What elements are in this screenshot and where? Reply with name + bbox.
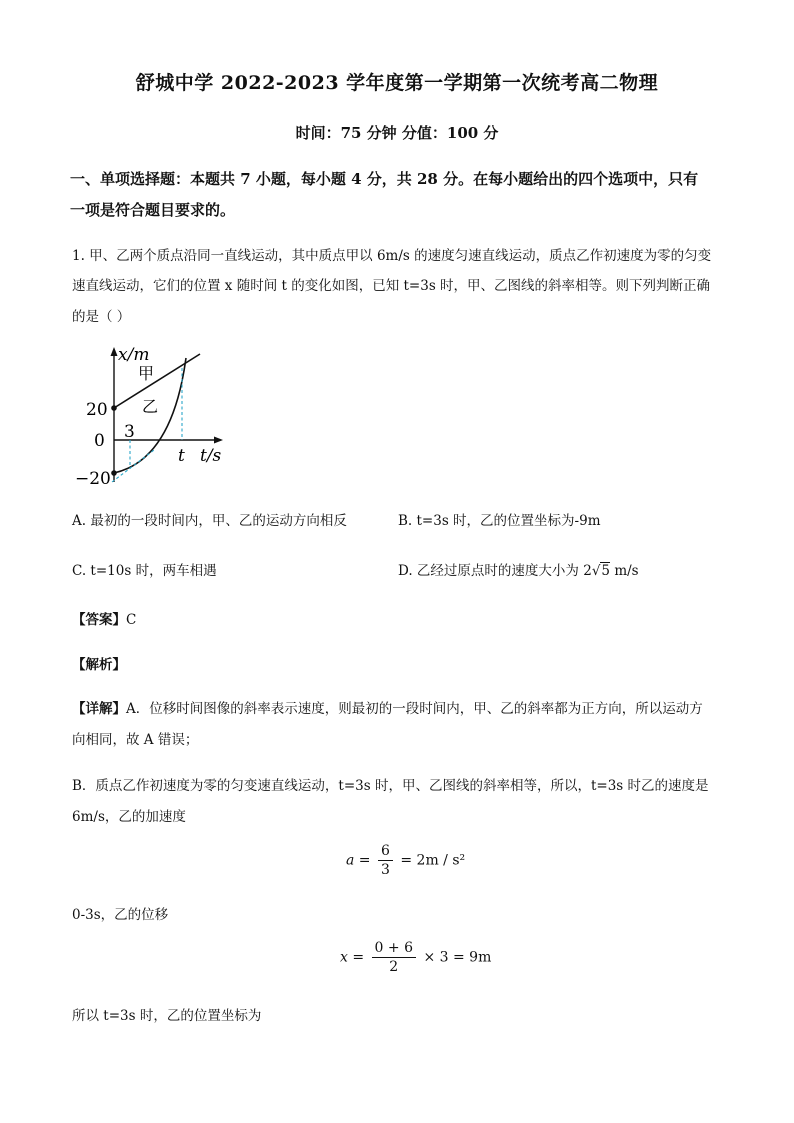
option-d-unit: m/s <box>614 563 639 579</box>
x-axis-arrow <box>214 437 223 444</box>
answer-line <box>72 608 136 628</box>
eq2-denominator: 2 <box>389 959 399 975</box>
detail-label: 【详解】 <box>72 701 126 717</box>
option-d-text: D. 乙经过原点时的速度大小为 2 <box>398 563 592 579</box>
eq1-rhs: = 2m / s² <box>400 852 466 869</box>
detail-a-line1 <box>72 697 703 717</box>
detail-b-line3: 0-3s，乙的位移 <box>72 907 169 923</box>
label-jia: 甲 <box>138 364 155 383</box>
detail-b-line1: B．质点乙作初速度为零的匀变速直线运动，t=3s 时，甲、乙图线的斜率相等，所以，t=3s 时乙的速度是 <box>72 778 709 794</box>
section-heading-line1: 一、单项选择题：本题共 7 小题，每小题 4 分，共 28 分。在每小题给出的四个选项中，只有 <box>70 170 699 188</box>
page-title: 舒城中学 2022-2023 学年度第一学期第一次统考高二物理 <box>135 72 659 94</box>
x-axis-label: t/s <box>200 446 222 466</box>
detail-a-line2: 向相同，故 A 错误； <box>72 732 199 748</box>
equation-acceleration <box>346 842 465 879</box>
tick-neg20: −20 <box>75 469 111 489</box>
tick-20: 20 <box>86 400 108 420</box>
answer-value: C <box>126 612 137 628</box>
analysis-label: 【解析】 <box>72 657 126 673</box>
point-jia-start <box>111 405 117 411</box>
equation-displacement <box>340 939 491 976</box>
option-d <box>398 559 639 579</box>
point-yi-start <box>111 470 117 476</box>
eq1-fraction <box>378 842 393 879</box>
label-yi: 乙 <box>142 397 159 416</box>
eq2-lhs: x = <box>340 949 365 966</box>
tick-0: 0 <box>94 431 105 451</box>
xt-graph-figure <box>75 342 242 492</box>
detail-b-line4: 所以 t=3s 时，乙的位置坐标为 <box>72 1008 262 1024</box>
eq2-rhs: × 3 = 9m <box>423 949 492 966</box>
eq2-fraction <box>372 939 416 976</box>
eq1-numerator: 6 <box>378 842 393 861</box>
eq1-lhs: a = <box>346 852 371 869</box>
question-line2: 速直线运动，它们的位置 x 随时间 t 的变化如图，已知 t=3s 时，甲、乙图线的斜率相等。则下列判断正确 <box>72 278 711 294</box>
answer-label: 【答案】 <box>72 612 126 628</box>
option-c: C. t=10s 时，两车相遇 <box>72 563 217 579</box>
tick-t: t <box>178 446 185 466</box>
section-heading-line2: 一项是符合题目要求的。 <box>70 201 236 219</box>
detail-b-line2: 6m/s，乙的加速度 <box>72 809 186 825</box>
eq2-numerator: 0 + 6 <box>372 939 416 958</box>
eq1-denominator: 3 <box>380 862 390 878</box>
tick-3: 3 <box>124 422 135 442</box>
y-axis-arrow <box>111 347 118 356</box>
question-line1: 1. 甲、乙两个质点沿同一直线运动，其中质点甲以 6m/s 的速度匀速直线运动，质点乙作初速度为零的匀变 <box>72 248 712 264</box>
option-d-root: 5 <box>601 563 611 579</box>
y-axis-label: x/m <box>118 345 150 365</box>
question-line3: 的是（ ） <box>72 309 131 325</box>
detail-a-text: A．位移时间图像的斜率表示速度，则最初的一段时间内，甲、乙的斜率都为正方向，所以运动方 <box>126 701 703 717</box>
option-a: A. 最初的一段时间内，甲、乙的运动方向相反 <box>72 513 347 529</box>
option-b: B. t=3s 时，乙的位置坐标为-9m <box>398 513 601 529</box>
exam-meta: 时间：75 分钟 分值：100 分 <box>295 124 499 142</box>
sqrt-symbol: √ <box>591 563 601 579</box>
